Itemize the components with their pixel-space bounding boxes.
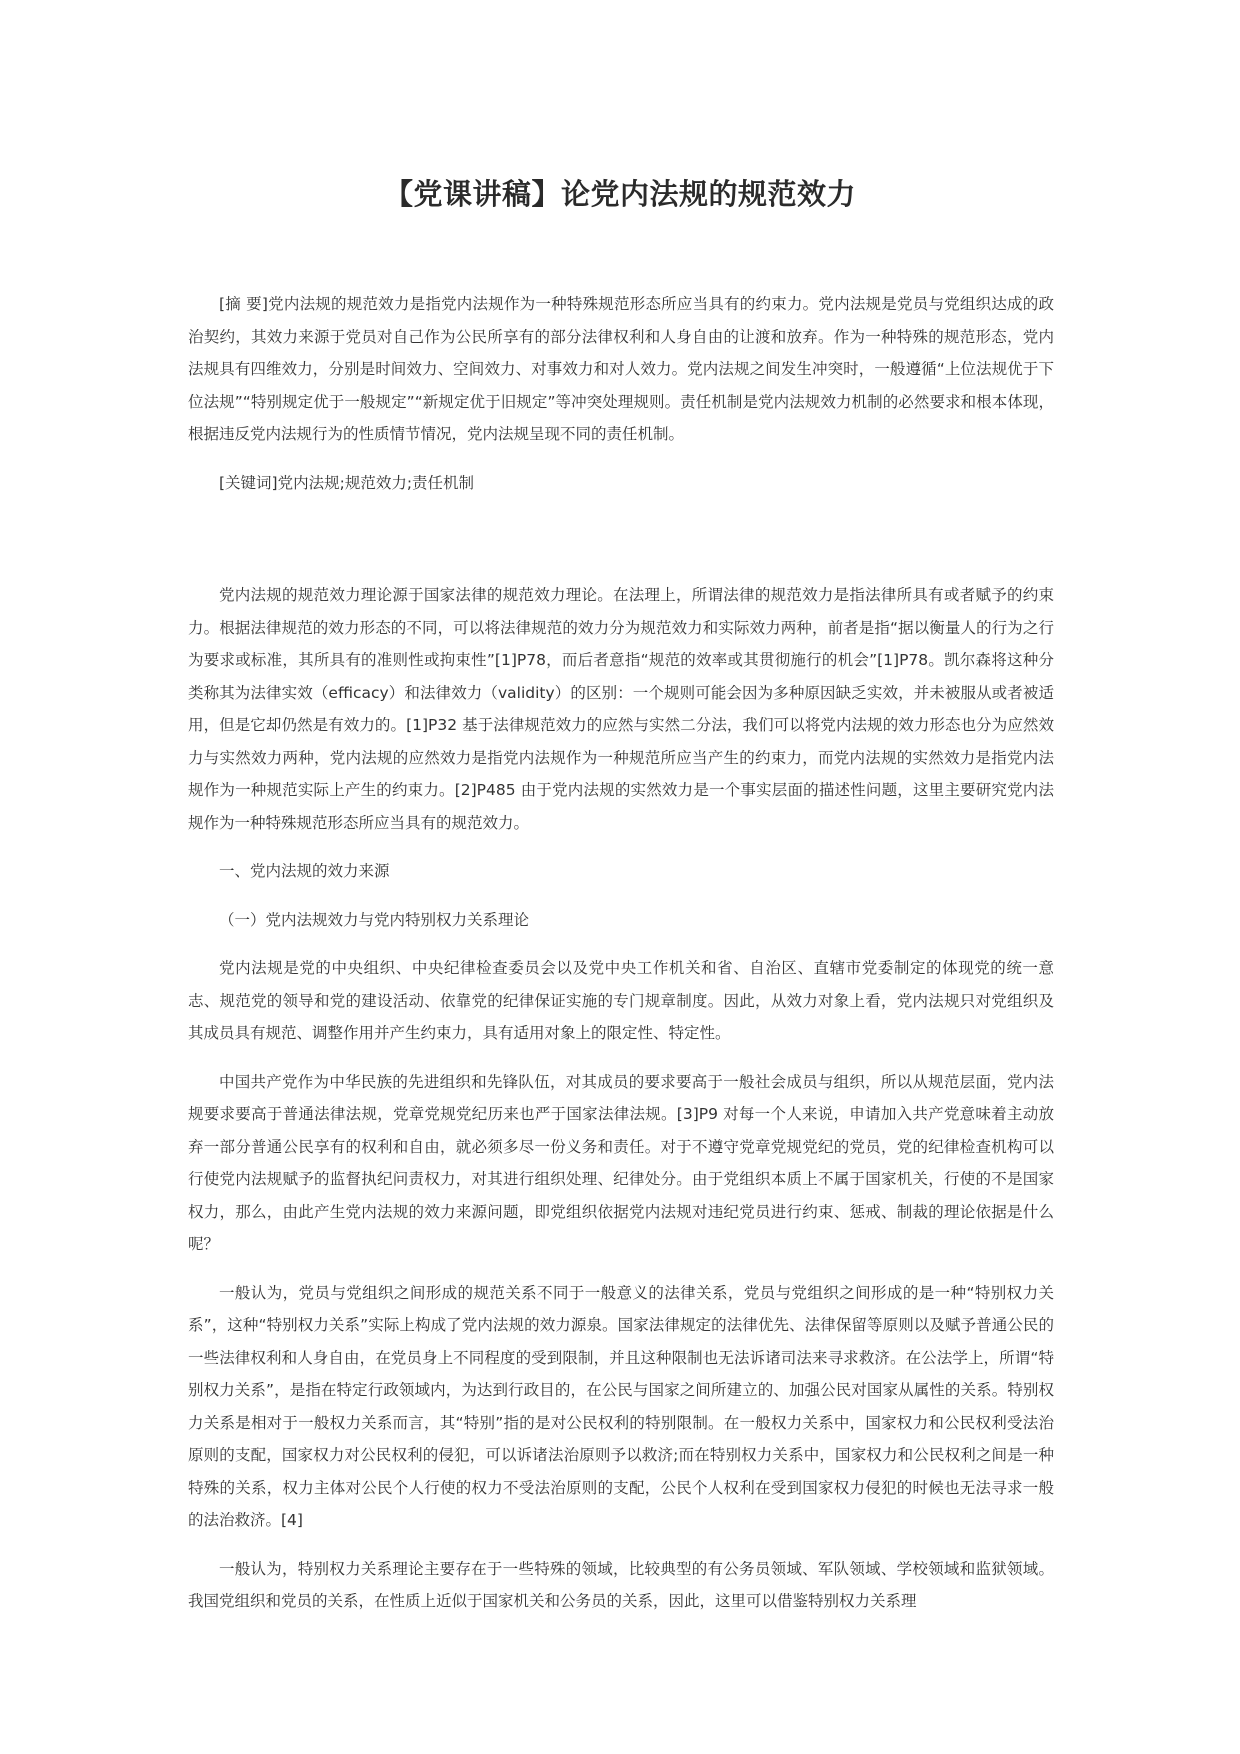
intro-paragraph: 党内法规的规范效力理论源于国家法律的规范效力理论。在法理上，所谓法律的规范效力是指法律所具有或者赋予的约束力。根据法律规范的效力形态的不同，可以将法律规范的效力分为规范效力和实际效力两种，前者是指“据以衡量人的行为之行为要求或标准，其所具有的准则性或拘束性”[1]P78，而后者意指“规范的效率或其贯彻施行的机会”[1]P78。凯尔森将这种分类称其为法律实效（efficacy）和法律效力（validity）的区别：一个规则可能会因为多种原因缺乏实效，并未被服从或者被适用，但是它却仍然是有效力的。[1]P32 基于法律规范效力的应然与实然二分法，我们可以将党内法规的效力形态也分为应然效力与实然效力两种，党内法规的应然效力是指党内法规作为一种规范所应当产生的约束力，而党内法规的实然效力是指党内法规作为一种规范实际上产生的约束力。[2]P485 由于党内法规的实然效力是一个事实层面的描述性问题，这里主要研究党内法规作为一种特殊规范形态所应当具有的规范效力。 <box>188 586 1054 832</box>
subsection-heading: （一）党内法规效力与党内特别权力关系理论 <box>219 910 530 929</box>
body-paragraph: 中国共产党作为中华民族的先进组织和先锋队伍，对其成员的要求要高于一般社会成员与组织，所以从规范层面，党内法规要求要高于普通法律法规，党章党规党纪历来也严于国家法律法规。[3]P9 对每一个人来说，申请加入共产党意味着主动放弃一部分普通公民享有的权利和自由，就必须多尽一份义务和责任。对于不遵守党章党规党纪的党员，党的纪律检查机构可以行使党内法规赋予的监督执纪问责权力，对其进行组织处理、纪律处分。由于党组织本质上不属于国家机关，行使的不是国家权力，那么，由此产生党内法规的效力来源问题，即党组织依据党内法规对违纪党员进行约束、惩戒、制裁的理论依据是什么呢？ <box>188 1072 1054 1253</box>
body-paragraph: 一般认为，党员与党组织之间形成的规范关系不同于一般意义的法律关系，党员与党组织之间形成的是一种“特别权力关系”，这种“特别权力关系”实际上构成了党内法规的效力源泉。国家法律规定的法律优先、法律保留等原则以及赋予普通公民的一些法律权利和人身自由，在党员身上不同程度的受到限制，并且这种限制也无法诉诸司法来寻求救济。在公法学上，所谓“特别权力关系”，是指在特定行政领域内，为达到行政目的，在公民与国家之间所建立的、加强公民对国家从属性的关系。特别权力关系是相对于一般权力关系而言，其“特别”指的是对公民权利的特别限制。在一般权力关系中，国家权力和公民权利受法治原则的支配，国家权力对公民权利的侵犯，可以诉诸法治原则予以救济;而在特别权力关系中，国家权力和公民权利之间是一种特殊的关系，权力主体对公民个人行使的权力不受法治原则的支配，公民个人权利在受到国家权力侵犯的时候也无法寻求一般的法治救济。[4] <box>188 1283 1054 1529</box>
keywords-paragraph: [关键词]党内法规;规范效力;责任机制 <box>219 473 475 492</box>
abstract-paragraph: [摘 要]党内法规的规范效力是指党内法规作为一种特殊规范形态所应当具有的约束力。党内法规是党员与党组织达成的政治契约，其效力来源于党员对自己作为公民所享有的部分法律权利和人身自由的让渡和放弃。作为一种特殊的规范形态，党内法规具有四维效力，分别是时间效力、空间效力、对事效力和对人效力。党内法规之间发生冲突时，一般遵循“上位法规优于下位法规”“特别规定优于一般规定”“新规定优于旧规定”等冲突处理规则。责任机制是党内法规效力机制的必然要求和根本体现，根据违反党内法规行为的性质情节情况，党内法规呈现不同的责任机制。 <box>188 295 1054 443</box>
section-heading: 一、党内法规的效力来源 <box>219 862 390 880</box>
document-body <box>188 288 1054 1634</box>
document-title: 【党课讲稿】论党内法规的规范效力 <box>383 177 856 211</box>
body-paragraph: 党内法规是党的中央组织、中央纪律检查委员会以及党中央工作机关和省、自治区、直辖市党委制定的体现党的统一意志、规范党的领导和党的建设活动、依靠党的纪律保证实施的专门规章制度。因此，从效力对象上看，党内法规只对党组织及其成员具有规范、调整作用并产生约束力，具有适用对象上的限定性、特定性。 <box>188 959 1054 1042</box>
body-paragraph: 一般认为，特别权力关系理论主要存在于一些特殊的领域，比较典型的有公务员领域、军队领域、学校领域和监狱领域。我国党组织和党员的关系，在性质上近似于国家机关和公务员的关系，因此，这里可以借鉴特别权力关系理 <box>188 1559 1054 1610</box>
